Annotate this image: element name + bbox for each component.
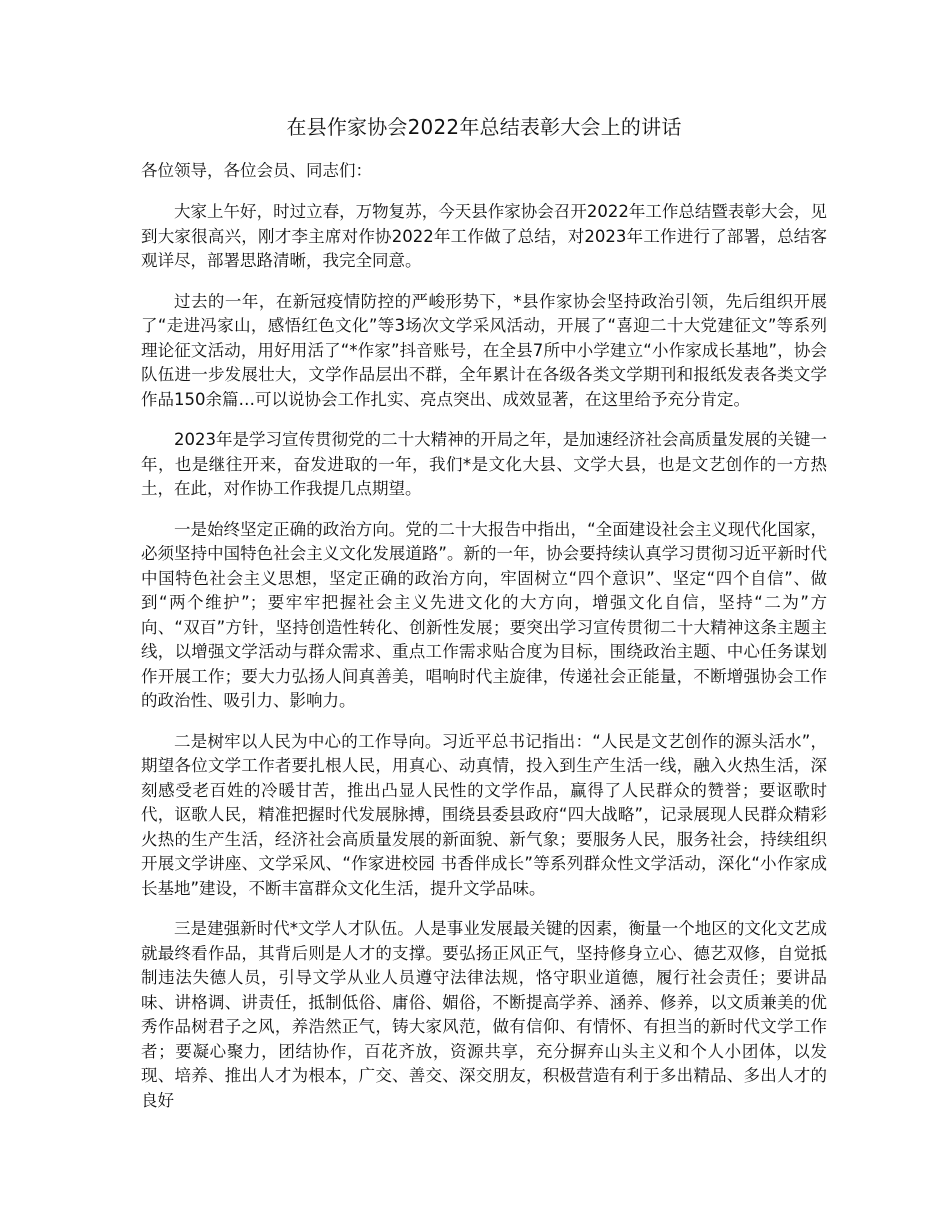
paragraph-point-two: 二是树牢以人民为中心的工作导向。习近平总书记指出：“人民是文艺创作的源头活水”，期望各位文学工作者要扎根人民，用真心、动真情，投入到生产生活一线，融入火热生活，深刻感受老百姓的冷暖甘苦，推出凸显人民性的文学作品，赢得了人民群众的赞誉；要讴歌时代，讴歌人民，精准把握时代发展脉搏，围绕县委县政府“四大战略”，记录展现人民群众精彩火热的生产生活，经济社会高质量发展的新面貌、新气象；要服务人民，服务社会，持续组织开展文学讲座、文学采风、“作家进校园 书香伴成长”等系列群众性文学活动，深化“小作家成长基地”建设，不断丰富群众文化生活，提升文学品味。	[141, 731, 827, 898]
salutation: 各位领导，各位会员、同志们：	[141, 161, 372, 180]
document-page	[141, 113, 827, 1129]
paragraph-point-one: 一是始终坚定正确的政治方向。党的二十大报告中指出，“全面建设社会主义现代化国家，必须坚持中国特色社会主义文化发展道路”。新的一年，协会要持续认真学习贯彻习近平新时代中国特色社会主义思想，坚定正确的政治方向，牢固树立“四个意识”、坚定“四个自信”、做到“两个维护”；要牢牢把握社会主义先进文化的大方向，增强文化自信，坚持“二为”方向、“双百”方针，坚持创造性转化、创新性发展；要突出学习宣传贯彻二十大精神这条主题主线，以增强文学活动与群众需求、重点工作需求贴合度为目标，围绕政治主题、中心任务谋划作开展工作；要大力弘扬人间真善美，唱响时代主旋律，传递社会正能量，不断增强协会工作的政治性、吸引力、影响力。	[141, 519, 827, 710]
document-title: 在县作家协会2022年总结表彰大会上的讲话	[286, 115, 682, 139]
paragraph-opening: 大家上午好，时过立春，万物复苏，今天县作家协会召开2022年工作总结暨表彰大会，见到大家很高兴，刚才李主席对作协2022年工作做了总结，对2023年工作进行了部署，总结客观详尽，部署思路清晰，我完全同意。	[141, 202, 827, 270]
paragraph-review: 过去的一年，在新冠疫情防控的严峻形势下，*县作家协会坚持政治引领，先后组织开展了“走进冯家山，感悟红色文化”等3场次文学采风活动，开展了“喜迎二十大党建征文”等系列理论征文活动，用好用活了“*作家”抖音账号，在全县7所中小学建立“小作家成长基地”，协会队伍进一步发展壮大，文学作品层出不群，全年累计在各级各类文学期刊和报纸发表各类文学作品150余篇…可以说协会工作扎实、亮点突出、成效显著，在这里给予充分肯定。	[141, 291, 827, 409]
paragraph-expectations: 2023年是学习宣传贯彻党的二十大精神的开局之年，是加速经济社会高质量发展的关键一年，也是继往开来，奋发进取的一年，我们*是文化大县、文学大县，也是文艺创作的一方热土，在此，对作协工作我提几点期望。	[141, 430, 827, 498]
paragraph-point-three: 三是建强新时代*文学人才队伍。人是事业发展最关键的因素，衡量一个地区的文化文艺成就最终看作品，其背后则是人才的支撑。要弘扬正风正气，坚持修身立心、德艺双修，自觉抵制违法失德人员，引导文学从业人员遵守法律法规，恪守职业道德，履行社会责任；要讲品味、讲格调、讲责任，抵制低俗、庸俗、媚俗，不断提高学养、涵养、修养，以文质兼美的优秀作品树君子之风，养浩然正气，铸大家风范，做有信仰、有情怀、有担当的新时代文学工作者；要凝心聚力，团结协作，百花齐放，资源共享，充分摒弃山头主义和个人小团体，以发现、培养、推出人才为根本，广交、善交、深交朋友，积极营造有利于多出精品、多出人才的良好	[141, 919, 827, 1110]
